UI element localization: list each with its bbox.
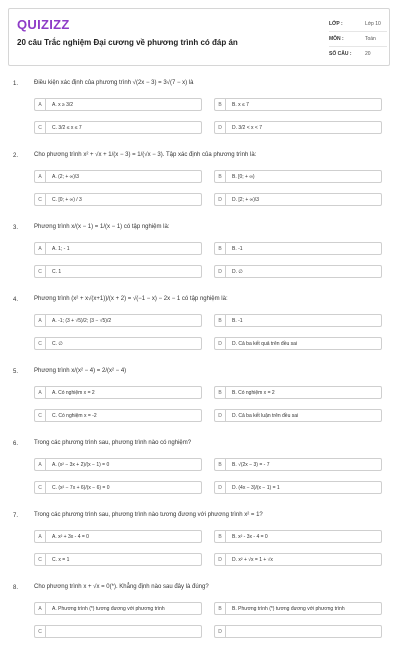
answer-option-d[interactable]: [214, 481, 382, 494]
answer-option-d[interactable]: [214, 265, 382, 278]
question-item: [0, 149, 400, 221]
answer-option-d[interactable]: [214, 193, 382, 206]
option-letter: A: [35, 459, 46, 470]
document-title: 20 câu Trắc nghiệm Đại cương về phương trình có đáp án: [17, 38, 238, 47]
option-text: A. x² + 3x - 4 = 0: [52, 533, 89, 540]
option-letter: A: [35, 531, 46, 542]
answer-option-a[interactable]: [34, 242, 202, 255]
question-item: [0, 77, 400, 149]
option-letter: C: [35, 194, 46, 205]
answer-option-b[interactable]: [214, 602, 382, 615]
option-text: A. (x² − 3x + 2)/(x − 1) = 0: [52, 461, 110, 468]
question-item: [0, 365, 400, 437]
option-letter: C: [35, 266, 46, 277]
meta-row-subject: [329, 31, 387, 46]
answer-option-a[interactable]: [34, 458, 202, 471]
option-text: B. -1: [232, 317, 243, 324]
question-number: 5.: [13, 369, 19, 375]
quizizz-logo[interactable]: QUIZIZZ: [17, 17, 70, 32]
option-text: C. x = 1: [52, 556, 70, 563]
question-number: 6.: [13, 441, 19, 447]
question-item: [0, 581, 400, 653]
answer-option-a[interactable]: [34, 170, 202, 183]
question-number: 3.: [13, 225, 19, 231]
answer-option-c[interactable]: [34, 625, 202, 638]
answer-option-b[interactable]: [214, 242, 382, 255]
option-text: C. (x² − 7x + 6)/(x − 6) = 0: [52, 484, 110, 491]
meta-label: LỚP :: [329, 21, 343, 27]
question-item: [0, 293, 400, 365]
answer-option-c[interactable]: [34, 337, 202, 350]
option-letter: B: [215, 243, 226, 254]
answer-option-a[interactable]: [34, 98, 202, 111]
option-text: B. Có nghiệm x = 2: [232, 389, 275, 396]
answer-option-b[interactable]: [214, 386, 382, 399]
option-letter: C: [35, 626, 46, 637]
option-letter: A: [35, 315, 46, 326]
option-text: C. 3/2 ≤ x ≤ 7: [52, 124, 82, 131]
answer-option-d[interactable]: [214, 337, 382, 350]
option-letter: C: [35, 338, 46, 349]
meta-value: 20: [365, 51, 371, 57]
answer-option-c[interactable]: [34, 553, 202, 566]
option-text: B. x² - 3x - 4 = 0: [232, 533, 268, 540]
option-letter: B: [215, 315, 226, 326]
option-letter: A: [35, 387, 46, 398]
option-letter: D: [215, 554, 226, 565]
option-text: D. 3/2 < x < 7: [232, 124, 263, 131]
option-letter: D: [215, 338, 226, 349]
question-number: 4.: [13, 297, 19, 303]
answer-option-d[interactable]: [214, 625, 382, 638]
answer-option-a[interactable]: [34, 386, 202, 399]
option-text: A. Có nghiệm x = 2: [52, 389, 95, 396]
meta-value: Lớp 10: [365, 21, 381, 27]
question-number: 1.: [13, 81, 19, 87]
option-letter: C: [35, 122, 46, 133]
option-text: A. Phương trình (*) tương đương với phương trình: [52, 605, 165, 612]
answer-option-a[interactable]: [34, 602, 202, 615]
option-text: A. -1; (3 + √5)/2; (3 − √5)/2: [52, 317, 112, 324]
option-text: D. Cả ba kết luận trên đều sai: [232, 412, 299, 419]
meta-table: [329, 17, 387, 61]
option-text: C. [0; + ∞) / 3: [52, 196, 82, 203]
option-text: D. Cả ba kết quả trên đều sai: [232, 340, 298, 347]
question-item: [0, 437, 400, 509]
answer-option-c[interactable]: [34, 409, 202, 422]
answer-option-a[interactable]: [34, 530, 202, 543]
meta-label: MÔN :: [329, 36, 344, 42]
option-text: D. x² + √x = 1 + √x: [232, 556, 273, 563]
option-letter: D: [215, 482, 226, 493]
option-letter: B: [215, 603, 226, 614]
meta-value: Toán: [365, 36, 376, 42]
answer-option-b[interactable]: [214, 458, 382, 471]
option-letter: C: [35, 554, 46, 565]
option-text: D. [2; + ∞)\3: [232, 196, 260, 203]
answer-option-d[interactable]: [214, 409, 382, 422]
answer-option-a[interactable]: [34, 314, 202, 327]
option-letter: C: [35, 482, 46, 493]
answer-option-b[interactable]: [214, 314, 382, 327]
question-text: Điều kiện xác định của phương trình √(2x − 3) = 3√(7 − x) là: [34, 80, 194, 86]
answer-option-b[interactable]: [214, 170, 382, 183]
question-number: 2.: [13, 153, 19, 159]
meta-row-class: [329, 17, 387, 31]
answer-option-c[interactable]: [34, 193, 202, 206]
question-text: Phương trình x/(x² − 4) = 2/(x² − 4): [34, 368, 127, 374]
question-text: Phương trình (x² + x√(x+1))/(x + 2) = √(−1 − x) − 2x − 1 có tập nghiệm là:: [34, 296, 228, 302]
answer-option-c[interactable]: [34, 265, 202, 278]
option-letter: D: [215, 122, 226, 133]
option-letter: B: [215, 387, 226, 398]
option-text: A. x ≥ 3/2: [52, 101, 74, 108]
meta-label: SỐ CÂU :: [329, 51, 352, 57]
option-text: A. (2; + ∞)\3: [52, 173, 80, 180]
option-text: B. [0; + ∞): [232, 173, 255, 180]
answer-option-c[interactable]: [34, 121, 202, 134]
answer-option-c[interactable]: [34, 481, 202, 494]
option-letter: D: [215, 626, 226, 637]
option-letter: B: [215, 459, 226, 470]
option-text: C. ∅: [52, 340, 63, 347]
question-number: 8.: [13, 585, 19, 591]
option-letter: D: [215, 410, 226, 421]
option-letter: B: [215, 171, 226, 182]
question-text: Cho phương trình x² + √x + 1/(x − 3) = 1/(√x − 3). Tập xác định của phương trình là:: [34, 152, 257, 158]
option-letter: A: [35, 603, 46, 614]
answer-option-d[interactable]: [214, 553, 382, 566]
question-text: Trong các phương trình sau, phương trình nào tương đương với phương trình x² = 1?: [34, 512, 263, 518]
option-letter: D: [215, 266, 226, 277]
question-item: [0, 509, 400, 581]
option-letter: B: [215, 531, 226, 542]
option-text: A. 1; - 1: [52, 245, 70, 252]
answer-option-b[interactable]: [214, 98, 382, 111]
option-text: C. 1: [52, 268, 62, 275]
question-text: Phương trình x/(x − 1) = 1/(x − 1) có tập nghiệm là:: [34, 224, 170, 230]
question-text: Cho phương trình x + √x = 0(*). Khẳng định nào sau đây là đúng?: [34, 584, 209, 590]
document-header: [8, 8, 390, 66]
option-text: B. -1: [232, 245, 243, 252]
option-letter: A: [35, 243, 46, 254]
answer-option-b[interactable]: [214, 530, 382, 543]
question-list: [0, 77, 400, 653]
option-text: D. (4x − 3)/(x − 1) = 1: [232, 484, 280, 491]
question-text: Trong các phương trình sau, phương trình nào có nghiệm?: [34, 440, 192, 446]
option-text: B. √(2x − 3) = - 7: [232, 461, 270, 468]
option-text: C. Có nghiệm x = -2: [52, 412, 97, 419]
meta-row-count: [329, 46, 387, 61]
question-number: 7.: [13, 513, 19, 519]
question-item: [0, 221, 400, 293]
option-text: B. x ≤ 7: [232, 101, 249, 108]
answer-option-d[interactable]: [214, 121, 382, 134]
option-letter: A: [35, 171, 46, 182]
option-letter: D: [215, 194, 226, 205]
option-text: B. Phương trình (*) tương đương với phương trình: [232, 605, 345, 612]
option-letter: C: [35, 410, 46, 421]
option-letter: B: [215, 99, 226, 110]
option-letter: A: [35, 99, 46, 110]
option-text: D. ∅: [232, 268, 243, 275]
